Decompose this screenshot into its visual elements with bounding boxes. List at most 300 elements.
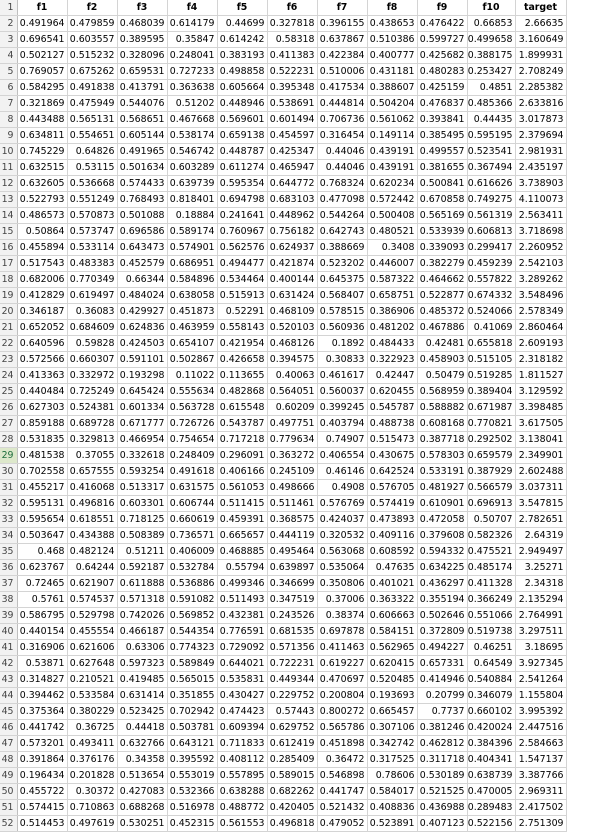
column-header-cell[interactable]: f10 [467,0,515,16]
cell[interactable]: 0.503781 [167,720,217,736]
row-number[interactable]: 13 [0,192,17,208]
cell[interactable]: 0.562576 [217,240,267,256]
cell[interactable]: 0.658751 [367,288,417,304]
cell[interactable]: 0.426658 [217,352,267,368]
cell[interactable]: 0.480283 [417,64,467,80]
cell[interactable]: 3.738903 [515,176,566,192]
cell[interactable]: 0.565786 [317,720,367,736]
row-number[interactable]: 14 [0,208,17,224]
cell[interactable]: 0.473893 [367,512,417,528]
cell[interactable]: 0.431181 [367,64,417,80]
cell[interactable]: 0.611888 [117,576,167,592]
row-number[interactable]: 15 [0,224,17,240]
cell[interactable]: 0.388607 [367,80,417,96]
cell[interactable]: 0.660619 [167,512,217,528]
cell[interactable]: 0.455554 [67,624,117,640]
cell[interactable]: 0.729092 [217,640,267,656]
cell[interactable]: 0.44046 [317,144,367,160]
cell[interactable]: 0.439191 [367,144,417,160]
cell[interactable]: 0.408112 [217,752,267,768]
cell[interactable]: 0.515232 [67,48,117,64]
cell[interactable]: 2.318182 [515,352,566,368]
cell[interactable]: 0.544264 [317,208,367,224]
cell[interactable]: 0.603289 [167,160,217,176]
cell[interactable]: 0.484433 [367,336,417,352]
cell[interactable]: 0.515473 [367,432,417,448]
cell[interactable]: 0.50479 [417,368,467,384]
cell[interactable]: 0.591082 [167,592,217,608]
cell[interactable]: 0.66853 [467,16,515,32]
cell[interactable]: 0.493411 [67,736,117,752]
cell[interactable]: 0.299417 [467,240,515,256]
cell[interactable]: 0.430427 [217,688,267,704]
cell[interactable]: 3.547815 [515,496,566,512]
cell[interactable]: 1.155804 [515,688,566,704]
cell[interactable]: 0.523891 [367,816,417,832]
cell[interactable]: 3.160649 [515,32,566,48]
cell[interactable]: 0.475521 [467,544,515,560]
cell[interactable]: 0.639897 [267,560,317,576]
cell[interactable]: 0.592187 [117,560,167,576]
cell[interactable]: 0.464662 [417,272,467,288]
cell[interactable]: 0.497619 [67,816,117,832]
cell[interactable]: 0.503647 [17,528,67,544]
cell[interactable]: 0.510386 [367,32,417,48]
row-number[interactable]: 4 [0,48,17,64]
cell[interactable]: 0.557822 [467,272,515,288]
cell[interactable]: 2.542103 [515,256,566,272]
cell[interactable]: 0.38374 [317,608,367,624]
cell[interactable]: 0.582326 [467,528,515,544]
cell[interactable]: 0.563068 [317,544,367,560]
cell[interactable]: 3.037311 [515,480,566,496]
cell[interactable]: 0.201828 [67,768,117,784]
cell[interactable]: 0.524381 [67,400,117,416]
cell[interactable]: 0.481538 [17,448,67,464]
cell[interactable]: 0.589015 [267,768,317,784]
cell[interactable]: 0.451898 [317,736,367,752]
cell[interactable]: 0.603301 [117,496,167,512]
cell[interactable]: 2.135294 [515,592,566,608]
cell[interactable]: 0.395592 [167,752,217,768]
cell[interactable]: 0.696586 [117,224,167,240]
cell[interactable]: 0.629752 [267,720,317,736]
cell[interactable]: 0.609394 [217,720,267,736]
cell[interactable]: 0.632766 [117,736,167,752]
cell[interactable]: 0.554651 [67,128,117,144]
cell[interactable]: 0.439191 [367,160,417,176]
cell[interactable]: 0.384396 [467,736,515,752]
cell[interactable]: 0.681535 [267,624,317,640]
cell[interactable]: 0.50707 [467,512,515,528]
cell[interactable]: 0.517543 [17,256,67,272]
cell[interactable]: 0.521525 [417,784,467,800]
cell[interactable]: 0.605144 [117,128,167,144]
cell[interactable]: 2.708249 [515,64,566,80]
cell[interactable]: 0.41069 [467,320,515,336]
cell[interactable]: 0.408836 [367,800,417,816]
cell[interactable]: 0.332972 [67,368,117,384]
cell[interactable]: 0.50864 [17,224,67,240]
cell[interactable]: 0.253427 [467,64,515,80]
cell[interactable]: 0.245109 [267,464,317,480]
cell[interactable]: 0.406166 [217,464,267,480]
cell[interactable]: 0.296091 [217,448,267,464]
row-number[interactable]: 40 [0,624,17,640]
cell[interactable]: 0.717218 [217,432,267,448]
cell[interactable]: 0.619227 [317,656,367,672]
cell[interactable]: 0.643473 [117,240,167,256]
cell[interactable]: 0.710863 [67,800,117,816]
cell[interactable]: 0.593254 [117,464,167,480]
row-number[interactable]: 51 [0,800,17,816]
cell[interactable]: 0.632515 [17,160,67,176]
cell[interactable]: 0.394462 [17,688,67,704]
cell[interactable]: 3.995392 [515,704,566,720]
cell[interactable]: 0.363322 [367,592,417,608]
cell[interactable]: 0.515913 [217,288,267,304]
cell[interactable]: 0.444814 [317,96,367,112]
column-header-cell[interactable]: f4 [167,0,217,16]
cell[interactable]: 0.322923 [367,352,417,368]
cell[interactable]: 0.47635 [367,560,417,576]
cell[interactable]: 0.411383 [267,48,317,64]
cell[interactable]: 0.285409 [267,752,317,768]
cell[interactable]: 0.657331 [417,656,467,672]
row-number[interactable]: 37 [0,576,17,592]
cell[interactable]: 2.260952 [515,240,566,256]
cell[interactable]: 0.443488 [17,112,67,128]
cell[interactable]: 0.383193 [217,48,267,64]
cell[interactable]: 0.350806 [317,576,367,592]
cell[interactable]: 0.485366 [467,96,515,112]
cell[interactable]: 0.749275 [467,192,515,208]
cell[interactable]: 0.535831 [217,672,267,688]
cell[interactable]: 0.595354 [217,176,267,192]
row-number[interactable]: 48 [0,752,17,768]
cell[interactable]: 0.64244 [67,560,117,576]
cell[interactable]: 0.53115 [67,160,117,176]
cell[interactable]: 0.776591 [217,624,267,640]
cell[interactable]: 0.530189 [417,768,467,784]
cell[interactable]: 0.586795 [17,608,67,624]
cell[interactable]: 0.657555 [67,464,117,480]
cell[interactable]: 0.395348 [267,80,317,96]
row-number[interactable]: 17 [0,256,17,272]
row-number[interactable]: 45 [0,704,17,720]
cell[interactable]: 0.63306 [117,640,167,656]
cell[interactable]: 0.686951 [167,256,217,272]
cell[interactable]: 0.522231 [267,64,317,80]
row-number[interactable]: 12 [0,176,17,192]
cell[interactable]: 0.438653 [367,16,417,32]
cell[interactable]: 0.612419 [267,736,317,752]
row-number[interactable]: 26 [0,400,17,416]
cell[interactable]: 0.488772 [217,800,267,816]
cell[interactable]: 0.393841 [417,112,467,128]
cell[interactable]: 0.569852 [167,608,217,624]
cell[interactable]: 0.379608 [417,528,467,544]
cell[interactable]: 2.609193 [515,336,566,352]
cell[interactable]: 0.229752 [267,688,317,704]
cell[interactable]: 0.481202 [367,320,417,336]
cell[interactable]: 0.603557 [67,32,117,48]
row-number[interactable]: 7 [0,96,17,112]
cell[interactable]: 0.618551 [67,512,117,528]
cell[interactable]: 0.404341 [467,752,515,768]
cell[interactable]: 0.500841 [417,176,467,192]
cell[interactable]: 0.601334 [117,400,167,416]
cell[interactable]: 0.522877 [417,288,467,304]
cell[interactable]: 0.702942 [167,704,217,720]
cell[interactable]: 2.285382 [515,80,566,96]
cell[interactable]: 0.339093 [417,240,467,256]
cell[interactable]: 0.363272 [267,448,317,464]
cell[interactable]: 2.584663 [515,736,566,752]
cell[interactable]: 0.366249 [467,592,515,608]
cell[interactable]: 0.476837 [417,96,467,112]
cell[interactable]: 0.44699 [217,16,267,32]
cell[interactable]: 0.355194 [417,592,467,608]
cell[interactable]: 0.44046 [317,160,367,176]
cell[interactable]: 0.35847 [167,32,217,48]
cell[interactable]: 0.491964 [17,16,67,32]
cell[interactable]: 0.468109 [267,304,317,320]
cell[interactable]: 0.570873 [67,208,117,224]
cell[interactable]: 3.718698 [515,224,566,240]
row-number[interactable]: 2 [0,16,17,32]
cell[interactable]: 0.561319 [467,208,515,224]
cell[interactable]: 0.627303 [17,400,67,416]
cell[interactable]: 0.519738 [467,624,515,640]
cell[interactable]: 0.52291 [217,304,267,320]
cell[interactable]: 0.328096 [117,48,167,64]
cell[interactable]: 0.768324 [317,176,367,192]
cell[interactable]: 0.571318 [117,592,167,608]
cell[interactable]: 0.608168 [417,416,467,432]
cell[interactable]: 0.419485 [117,672,167,688]
cell[interactable]: 0.4851 [467,80,515,96]
cell[interactable]: 2.447516 [515,720,566,736]
row-number[interactable]: 16 [0,240,17,256]
cell[interactable]: 0.606744 [167,496,217,512]
row-number[interactable]: 44 [0,688,17,704]
cell[interactable]: 0.381655 [417,160,467,176]
cell[interactable]: 0.502646 [417,608,467,624]
cell[interactable]: 0.718125 [117,512,167,528]
cell[interactable]: 0.564051 [267,384,317,400]
cell[interactable]: 0.800272 [317,704,367,720]
cell[interactable]: 0.42481 [417,336,467,352]
cell[interactable]: 0.756182 [267,224,317,240]
cell[interactable]: 0.386906 [367,304,417,320]
cell[interactable]: 0.480521 [367,224,417,240]
cell[interactable]: 0.504204 [367,96,417,112]
cell[interactable]: 0.624937 [267,240,317,256]
cell[interactable]: 0.451873 [167,304,217,320]
cell[interactable]: 2.34318 [515,576,566,592]
cell[interactable]: 0.468126 [267,336,317,352]
cell[interactable]: 0.652052 [17,320,67,336]
cell[interactable]: 0.37055 [67,448,117,464]
cell[interactable]: 0.560037 [317,384,367,400]
cell[interactable]: 0.462812 [417,736,467,752]
cell[interactable]: 0.694798 [217,192,267,208]
cell[interactable]: 0.36472 [317,752,367,768]
cell[interactable]: 3.289262 [515,272,566,288]
cell[interactable]: 0.727233 [167,64,217,80]
cell[interactable]: 0.248041 [167,48,217,64]
cell[interactable]: 0.566579 [467,480,515,496]
cell[interactable]: 0.584151 [367,624,417,640]
cell[interactable]: 0.522793 [17,192,67,208]
row-number[interactable]: 19 [0,288,17,304]
cell[interactable]: 0.30833 [317,352,367,368]
cell[interactable]: 0.637867 [317,32,367,48]
cell[interactable]: 0.424037 [317,512,367,528]
cell[interactable]: 0.774323 [167,640,217,656]
cell[interactable]: 0.530251 [117,816,167,832]
cell[interactable]: 1.547137 [515,752,566,768]
cell[interactable]: 3.387766 [515,768,566,784]
cell[interactable]: 0.57443 [267,704,317,720]
cell[interactable]: 0.565015 [167,672,217,688]
cell[interactable]: 0.644021 [217,656,267,672]
row-number[interactable]: 6 [0,80,17,96]
cell[interactable]: 0.608592 [367,544,417,560]
cell[interactable]: 0.697878 [317,624,367,640]
cell[interactable]: 0.642743 [317,224,367,240]
cell[interactable]: 0.321869 [17,96,67,112]
cell[interactable]: 0.436297 [417,576,467,592]
cell[interactable]: 0.491838 [67,80,117,96]
cell[interactable]: 0.414946 [417,672,467,688]
cell[interactable]: 0.520103 [267,320,317,336]
cell[interactable]: 0.589174 [167,224,217,240]
cell[interactable]: 0.643121 [167,736,217,752]
cell[interactable]: 0.407123 [417,816,467,832]
row-number[interactable]: 50 [0,784,17,800]
cell[interactable]: 0.565131 [67,112,117,128]
cell[interactable]: 0.449344 [267,672,317,688]
cell[interactable]: 0.467886 [417,320,467,336]
cell[interactable]: 0.389595 [117,32,167,48]
cell[interactable]: 0.584896 [167,272,217,288]
column-header-cell[interactable]: f2 [67,0,117,16]
row-number[interactable]: 31 [0,480,17,496]
cell[interactable]: 0.638058 [167,288,217,304]
cell[interactable]: 0.58318 [267,32,317,48]
cell[interactable]: 0.595131 [17,496,67,512]
cell[interactable]: 0.422384 [317,48,367,64]
cell[interactable]: 0.544354 [167,624,217,640]
column-header-cell[interactable]: f7 [317,0,367,16]
cell[interactable]: 0.531835 [17,432,67,448]
cell[interactable]: 0.381246 [417,720,467,736]
cell[interactable]: 0.557895 [217,768,267,784]
cell[interactable]: 1.899931 [515,48,566,64]
cell[interactable]: 0.241641 [217,208,267,224]
cell[interactable]: 2.541264 [515,672,566,688]
cell[interactable]: 2.949497 [515,544,566,560]
cell[interactable]: 3.18695 [515,640,566,656]
cell[interactable]: 0.495464 [267,544,317,560]
cell[interactable]: 0.448946 [217,96,267,112]
cell[interactable]: 0.516978 [167,800,217,816]
cell[interactable]: 0.510006 [317,64,367,80]
cell[interactable]: 0.529798 [67,608,117,624]
row-number[interactable]: 47 [0,736,17,752]
row-number[interactable]: 9 [0,128,17,144]
cell[interactable]: 0.481927 [417,480,467,496]
cell[interactable]: 0.522156 [467,816,515,832]
cell[interactable]: 0.196434 [17,768,67,784]
cell[interactable]: 0.400144 [267,272,317,288]
cell[interactable]: 0.606663 [367,608,417,624]
cell[interactable]: 0.551249 [67,192,117,208]
cell[interactable]: 0.314827 [17,672,67,688]
cell[interactable]: 0.682006 [17,272,67,288]
cell[interactable]: 0.591101 [117,352,167,368]
cell[interactable]: 0.614179 [167,16,217,32]
row-number[interactable]: 8 [0,112,17,128]
row-number[interactable]: 36 [0,560,17,576]
cell[interactable]: 0.64549 [467,656,515,672]
cell[interactable]: 0.72465 [17,576,67,592]
cell[interactable]: 0.40063 [267,368,317,384]
cell[interactable]: 0.659531 [117,64,167,80]
cell[interactable]: 0.403794 [317,416,367,432]
cell[interactable]: 0.18884 [167,208,217,224]
cell[interactable]: 0.578515 [317,304,367,320]
cell[interactable]: 0.533584 [67,688,117,704]
cell[interactable]: 0.467668 [167,112,217,128]
cell[interactable]: 0.671987 [467,400,515,416]
cell[interactable]: 3.297511 [515,624,566,640]
cell[interactable]: 0.587322 [367,272,417,288]
cell[interactable]: 0.388669 [317,240,367,256]
cell[interactable]: 0.455894 [17,240,67,256]
cell[interactable]: 0.519285 [467,368,515,384]
cell[interactable]: 0.595195 [467,128,515,144]
row-number[interactable]: 25 [0,384,17,400]
cell[interactable]: 0.560936 [317,320,367,336]
row-number[interactable]: 24 [0,368,17,384]
cell[interactable]: 0.683103 [267,192,317,208]
cell[interactable]: 0.597323 [117,656,167,672]
cell[interactable]: 0.645424 [117,384,167,400]
cell[interactable]: 0.30372 [67,784,117,800]
cell[interactable]: 0.533191 [417,464,467,480]
cell[interactable]: 0.59828 [67,336,117,352]
cell[interactable]: 0.44418 [117,720,167,736]
column-header-cell[interactable]: f8 [367,0,417,16]
cell[interactable]: 0.376176 [67,752,117,768]
cell[interactable]: 0.565169 [417,208,467,224]
cell[interactable]: 0.36725 [67,720,117,736]
cell[interactable]: 0.193298 [117,368,167,384]
cell[interactable]: 0.472058 [417,512,467,528]
cell[interactable]: 0.536668 [67,176,117,192]
cell[interactable]: 0.432381 [217,608,267,624]
cell[interactable]: 0.329813 [67,432,117,448]
cell[interactable]: 3.548496 [515,288,566,304]
cell[interactable]: 2.764991 [515,608,566,624]
cell[interactable]: 0.611274 [217,160,267,176]
row-number[interactable]: 27 [0,416,17,432]
cell[interactable]: 0.620415 [367,656,417,672]
cell[interactable]: 0.513654 [117,768,167,784]
